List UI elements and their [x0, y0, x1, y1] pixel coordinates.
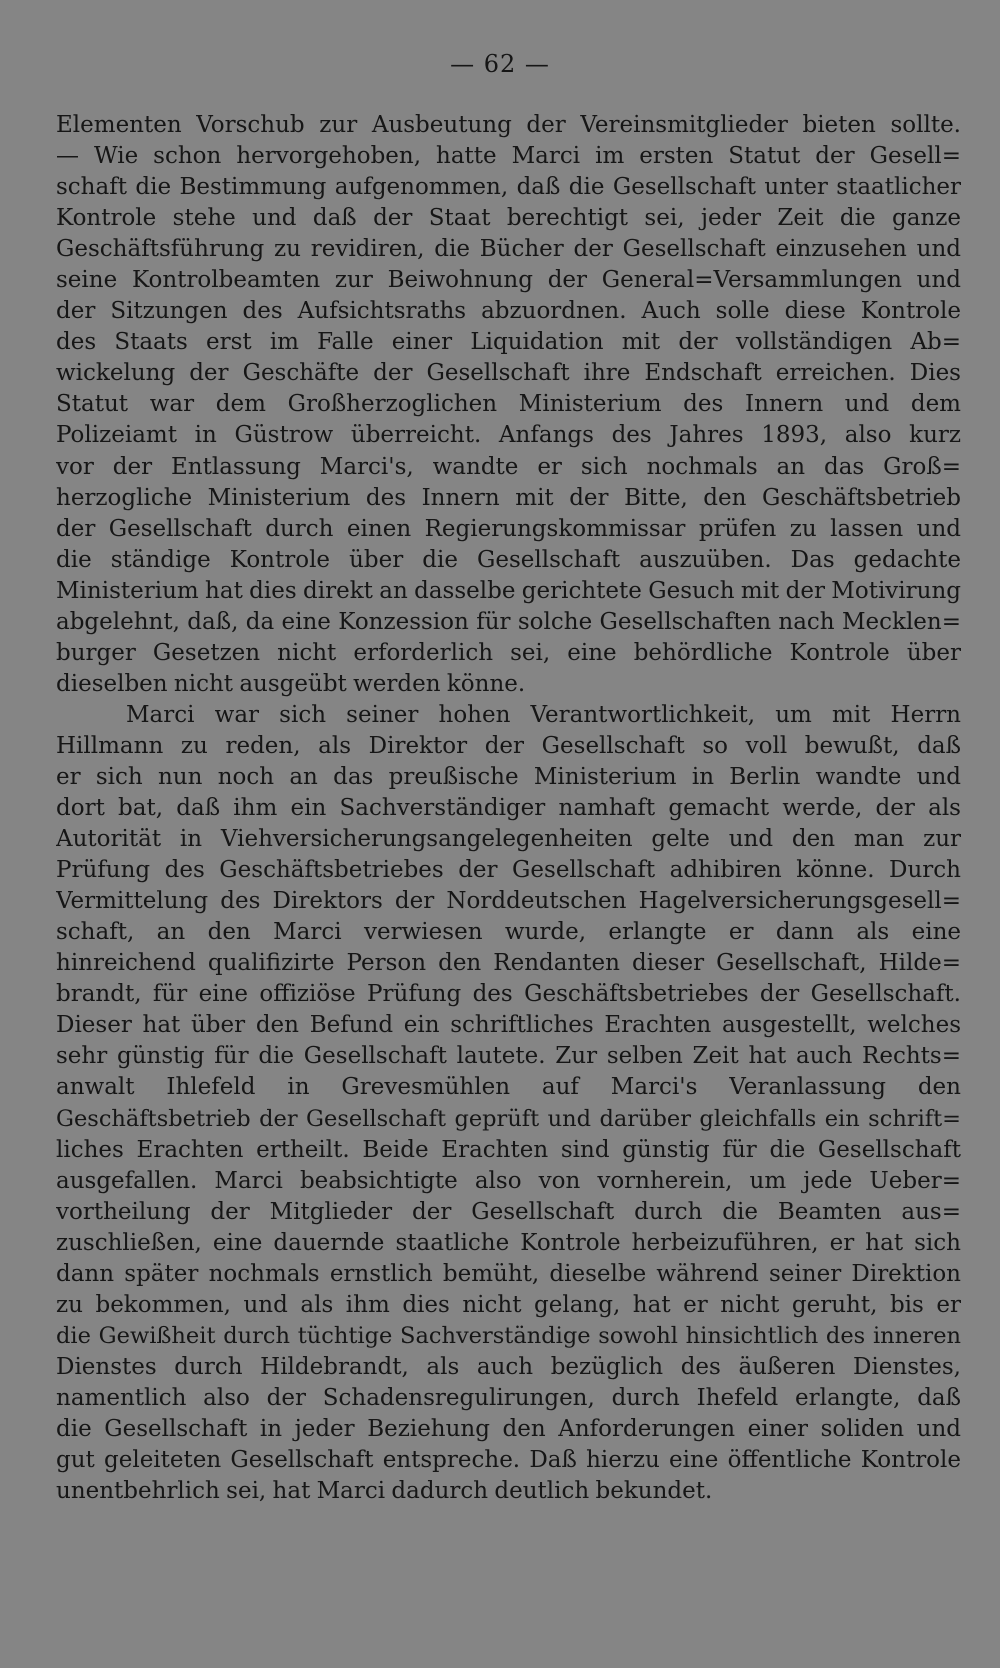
text-line: zu bekommen, und als ihm dies nicht gelang, hat er nicht geruht, bis er	[56, 1291, 961, 1318]
text-line: Ministerium hat dies direkt an dasselbe gerichtete Gesuch mit der Motivirung	[56, 577, 961, 604]
text-line: Kontrole stehe und daß der Staat berechtigt sei, jeder Zeit die ganze	[56, 205, 961, 232]
text-line: seine Kontrolbeamten zur Beiwohnung der General=Versammlungen und	[56, 267, 961, 294]
paragraph-end-line: unentbehrlich sei, hat Marci dadurch deutlich bekundet.	[56, 1478, 713, 1505]
text-line: der Sitzungen des Aufsichtsraths abzuordnen. Auch solle diese Kontrole	[56, 298, 961, 325]
text-line: Statut war dem Großherzoglichen Ministerium des Innern und dem	[56, 391, 961, 418]
text-line: liches Erachten ertheilt. Beide Erachten sind günstig für die Gesellschaft	[56, 1136, 961, 1163]
page-number: — 62 —	[450, 50, 550, 78]
text-line: dann später nochmals ernstlich bemüht, dieselbe während seiner Direktion	[56, 1260, 961, 1287]
text-line: die ständige Kontrole über die Gesellschaft auszuüben. Das gedachte	[56, 546, 961, 573]
text-line: Hillmann zu reden, als Direktor der Gesellschaft so voll bewußt, daß	[56, 732, 961, 759]
text-line: burger Gesetzen nicht erforderlich sei, eine behördliche Kontrole über	[56, 639, 961, 666]
text-line: namentlich also der Schadensregulirungen, durch Ihefeld erlangte, daß	[56, 1384, 961, 1411]
text-line: Vermittelung des Direktors der Norddeutschen Hagelversicherungsgesell=	[56, 888, 961, 915]
text-line: hinreichend qualifizirte Person den Rendanten dieser Gesellschaft, Hilde=	[56, 950, 961, 977]
text-line: Dieser hat über den Befund ein schriftliches Erachten ausgestellt, welches	[56, 1012, 961, 1039]
text-line: brandt, für eine offiziöse Prüfung des Geschäftsbetriebes der Gesellschaft.	[56, 981, 961, 1008]
text-line: Dienstes durch Hildebrandt, als auch bezüglich des äußeren Dienstes,	[56, 1353, 961, 1380]
text-line: des Staats erst im Falle einer Liquidation mit der vollständigen Ab=	[56, 329, 961, 356]
text-line: sehr günstig für die Gesellschaft lautete. Zur selben Zeit hat auch Rechts=	[56, 1043, 961, 1070]
text-line: herzogliche Ministerium des Innern mit der Bitte, den Geschäftsbetrieb	[56, 484, 961, 511]
text-line: vor der Entlassung Marci's, wandte er sich nochmals an das Groß=	[56, 453, 961, 480]
text-line: der Gesellschaft durch einen Regierungskommissar prüfen zu lassen und	[56, 515, 961, 542]
paragraph-start-line: Marci war sich seiner hohen Verantwortlichkeit, um mit Herrn	[126, 701, 961, 728]
text-line: Geschäftsführung zu revidiren, die Bücher der Gesellschaft einzusehen und	[56, 236, 961, 263]
text-line: gut geleiteten Gesellschaft entspreche. Daß hierzu eine öffentliche Kontrole	[56, 1447, 961, 1474]
text-line: — Wie schon hervorgehoben, hatte Marci im ersten Statut der Gesell=	[56, 143, 961, 170]
text-line: Polizeiamt in Güstrow überreicht. Anfangs des Jahres 1893, also kurz	[56, 422, 961, 449]
text-line: anwalt Ihlefeld in Grevesmühlen auf Marci's Veranlassung den	[56, 1074, 961, 1101]
text-line: Prüfung des Geschäftsbetriebes der Gesellschaft adhibiren könne. Durch	[56, 857, 961, 884]
text-line: die Gesellschaft in jeder Beziehung den Anforderungen einer soliden und	[56, 1415, 961, 1442]
text-line: wickelung der Geschäfte der Gesellschaft ihre Endschaft erreichen. Dies	[56, 360, 961, 387]
text-line: schaft, an den Marci verwiesen wurde, erlangte er dann als eine	[56, 919, 961, 946]
page-body-text	[56, 110, 961, 1507]
paragraph-end-line: dieselben nicht ausgeübt werden könne.	[56, 670, 526, 697]
text-line: dort bat, daß ihm ein Sachverständiger namhaft gemacht werde, der als	[56, 795, 961, 822]
text-line: er sich nun noch an das preußische Ministerium in Berlin wandte und	[56, 763, 961, 790]
text-line: schaft die Bestimmung aufgenommen, daß die Gesellschaft unter staatlicher	[56, 174, 961, 201]
text-line: die Gewißheit durch tüchtige Sachverständige sowohl hinsichtlich des inneren	[56, 1322, 961, 1349]
text-line: vortheilung der Mitglieder der Gesellschaft durch die Beamten aus=	[56, 1198, 961, 1225]
text-line: zuschließen, eine dauernde staatliche Kontrole herbeizuführen, er hat sich	[56, 1229, 961, 1256]
text-line: Geschäftsbetrieb der Gesellschaft geprüft und darüber gleichfalls ein schrift=	[56, 1105, 961, 1132]
text-line: ausgefallen. Marci beabsichtigte also von vornherein, um jede Ueber=	[56, 1167, 961, 1194]
text-line: abgelehnt, daß, da eine Konzession für solche Gesellschaften nach Mecklen=	[56, 608, 961, 635]
text-line: Autorität in Viehversicherungsangelegenheiten gelte und den man zur	[56, 826, 961, 853]
text-line: Elementen Vorschub zur Ausbeutung der Vereinsmitglieder bieten sollte.	[56, 112, 961, 138]
